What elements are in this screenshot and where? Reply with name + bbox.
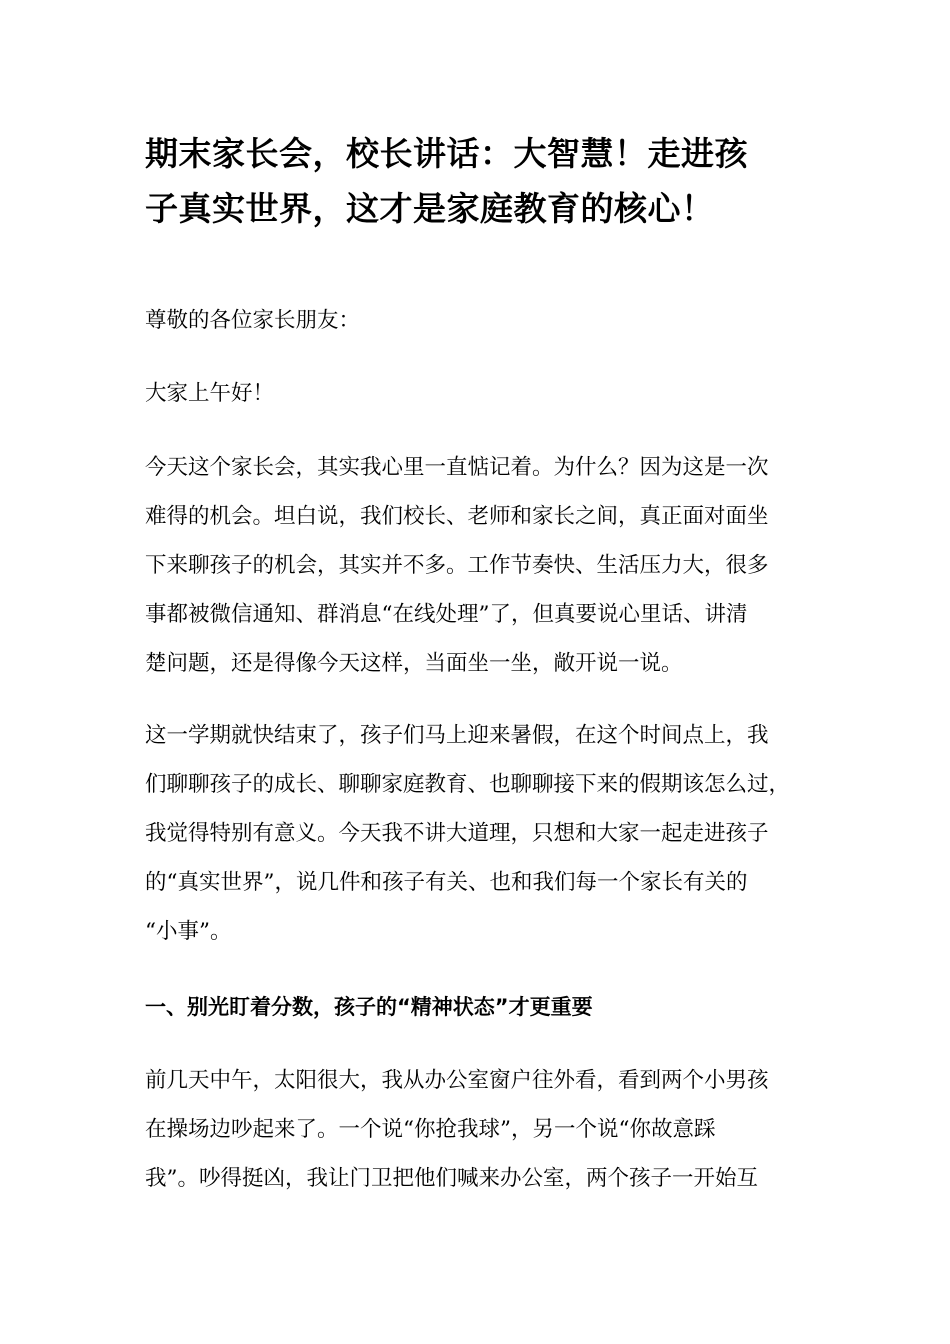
paragraph-line: 事都被微信通知、群消息“在线处理”了，但真要说心里话、讲清 xyxy=(145,602,748,627)
paragraph xyxy=(145,443,817,688)
paragraph-line: “小事”。 xyxy=(145,919,232,944)
paragraph xyxy=(145,711,817,956)
paragraph-line: 我觉得特别有意义。今天我不讲大道理，只想和大家一起走进孩子 xyxy=(145,821,769,846)
paragraph-line: 的“真实世界”，说几件和孩子有关、也和我们每一个家长有关的 xyxy=(145,870,748,895)
paragraph-line: 们聊聊孩子的成长、聊聊家庭教育、也聊聊接下来的假期该怎么过， xyxy=(145,772,791,797)
section-heading: 一、别光盯着分数，孩子的“精神状态”才更重要 xyxy=(145,995,593,1019)
paragraph-line: 楚问题，还是得像今天这样，当面坐一坐，敞开说一说。 xyxy=(145,651,683,676)
greeting: 大家上午好！ xyxy=(145,381,275,406)
paragraph-line: 前几天中午，太阳很大，我从办公室窗户往外看，看到两个小男孩 xyxy=(145,1068,769,1093)
paragraph-line: 今天这个家长会，其实我心里一直惦记着。为什么？因为这是一次 xyxy=(145,455,769,480)
title-line: 期末家长会，校长讲话：大智慧！走进孩 xyxy=(145,134,748,173)
salutation: 尊敬的各位家长朋友： xyxy=(145,308,361,333)
paragraph-line: 这一学期就快结束了，孩子们马上迎来暑假，在这个时间点上，我 xyxy=(145,723,769,748)
title-line: 子真实世界，这才是家庭教育的核心！ xyxy=(145,189,715,228)
document-title xyxy=(145,126,825,236)
paragraph xyxy=(145,1056,817,1203)
paragraph-line: 难得的机会。坦白说，我们校长、老师和家长之间，真正面对面坐 xyxy=(145,504,769,529)
paragraph-line: 在操场边吵起来了。一个说“你抢我球”，另一个说“你故意踩 xyxy=(145,1117,716,1142)
paragraph-line: 下来聊孩子的机会，其实并不多。工作节奏快、生活压力大，很多 xyxy=(145,553,769,578)
paragraph-line: 我”。吵得挺凶，我让门卫把他们喊来办公室，两个孩子一开始互 xyxy=(145,1166,758,1191)
